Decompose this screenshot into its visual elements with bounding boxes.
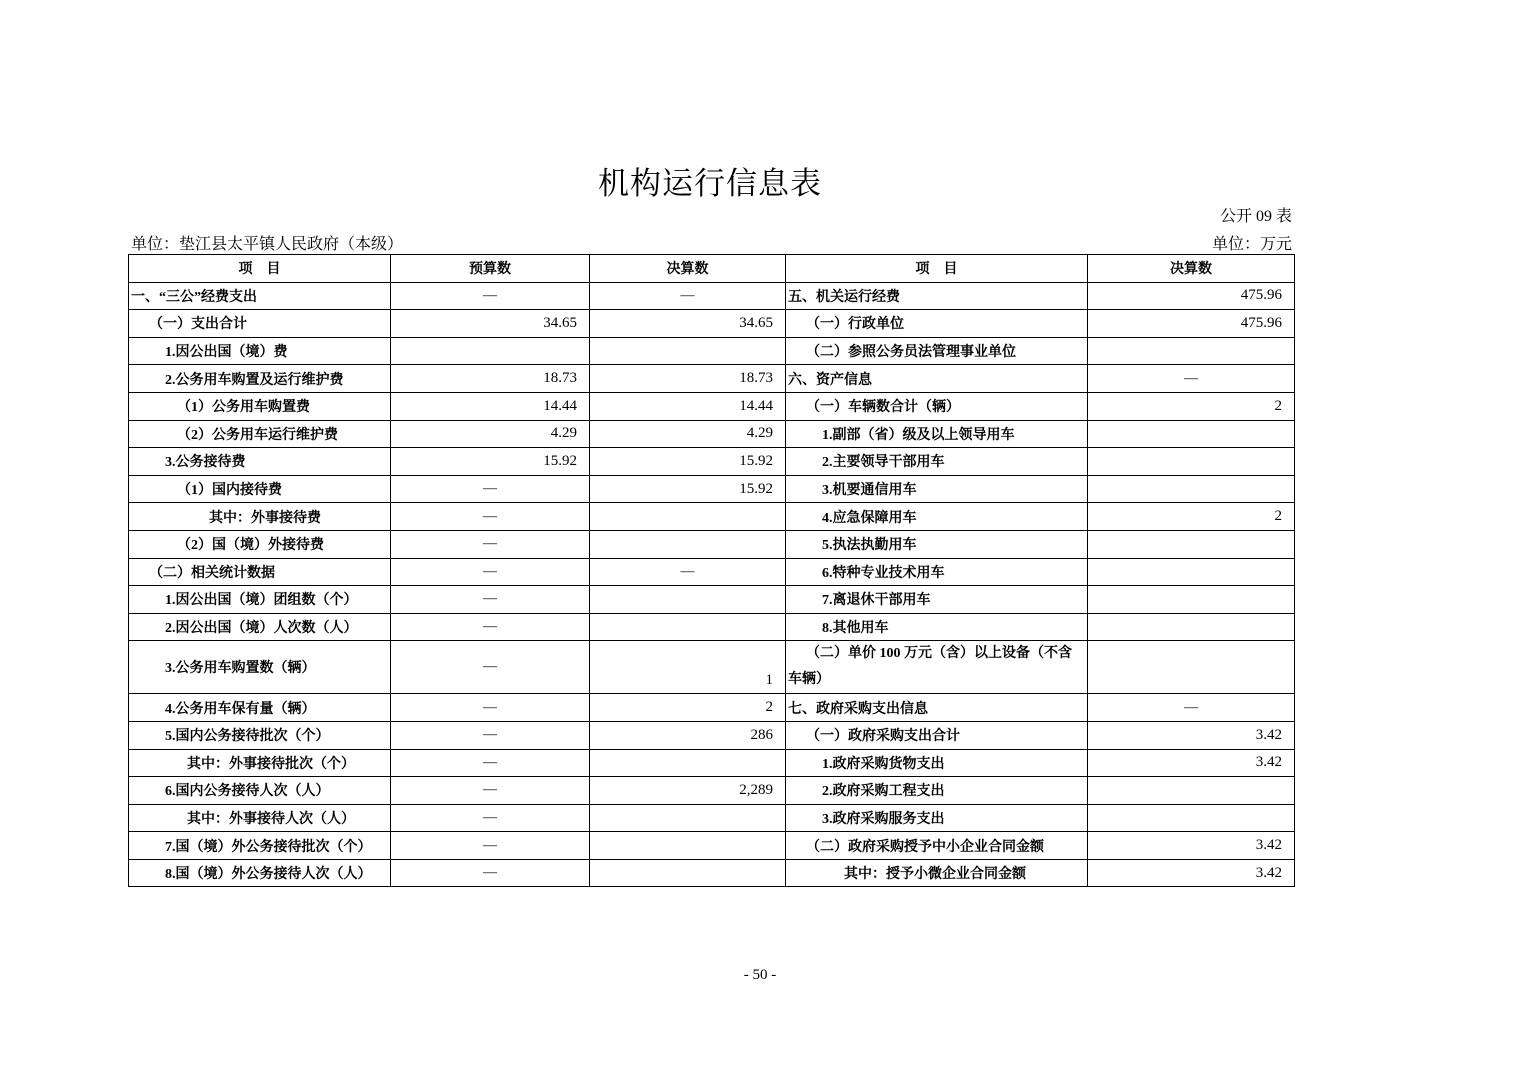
right-value: 3.42 xyxy=(1088,721,1295,749)
budget-cell: — xyxy=(391,558,590,586)
right-label: （二）单价 100 万元（含）以上设备（不含车辆） xyxy=(786,641,1088,694)
table-row xyxy=(129,832,1295,860)
final-cell xyxy=(590,859,786,887)
header-final: 决算数 xyxy=(590,255,786,283)
right-value xyxy=(1088,777,1295,805)
header-budget: 预算数 xyxy=(391,255,590,283)
final-cell xyxy=(590,530,786,558)
final-cell xyxy=(590,337,786,365)
final-cell: 18.73 xyxy=(590,365,786,393)
right-label: 7.离退休干部用车 xyxy=(786,586,1088,614)
right-label: 5.执法执勤用车 xyxy=(786,530,1088,558)
row-label: （一）支出合计 xyxy=(129,310,391,338)
budget-cell xyxy=(391,337,590,365)
table-row xyxy=(129,392,1295,420)
final-cell: 15.92 xyxy=(590,448,786,476)
right-label: （一）政府采购支出合计 xyxy=(786,721,1088,749)
budget-cell: — xyxy=(391,282,590,310)
right-label: （二）政府采购授予中小企业合同金额 xyxy=(786,832,1088,860)
table-row xyxy=(129,558,1295,586)
row-label: （1）公务用车购置费 xyxy=(129,392,391,420)
table-row xyxy=(129,749,1295,777)
right-label: 1.副部（省）级及以上领导用车 xyxy=(786,420,1088,448)
right-value: 3.42 xyxy=(1088,832,1295,860)
right-value xyxy=(1088,558,1295,586)
right-value xyxy=(1088,475,1295,503)
budget-cell: 14.44 xyxy=(391,392,590,420)
right-value xyxy=(1088,448,1295,476)
right-label: （一）车辆数合计（辆） xyxy=(786,392,1088,420)
row-label: 1.因公出国（境）团组数（个） xyxy=(129,586,391,614)
final-cell: 4.29 xyxy=(590,420,786,448)
final-cell: 2,289 xyxy=(590,777,786,805)
row-label: 5.国内公务接待批次（个） xyxy=(129,721,391,749)
header-final-right: 决算数 xyxy=(1088,255,1295,283)
right-value: 2 xyxy=(1088,503,1295,531)
budget-cell: — xyxy=(391,586,590,614)
table-row xyxy=(129,641,1295,694)
right-label: 3.机要通信用车 xyxy=(786,475,1088,503)
budget-cell: — xyxy=(391,530,590,558)
right-label: 4.应急保障用车 xyxy=(786,503,1088,531)
header-item: 项 目 xyxy=(129,255,391,283)
table-row xyxy=(129,365,1295,393)
table-row xyxy=(129,503,1295,531)
row-label: 3.公务接待费 xyxy=(129,448,391,476)
budget-cell: — xyxy=(391,503,590,531)
unit-organization: 单位：垫江县太平镇人民政府（本级） xyxy=(131,236,404,253)
row-label: （1）国内接待费 xyxy=(129,475,391,503)
final-cell xyxy=(590,832,786,860)
right-label: 3.政府采购服务支出 xyxy=(786,804,1088,832)
right-value xyxy=(1088,804,1295,832)
row-label: 2.公务用车购置及运行维护费 xyxy=(129,365,391,393)
budget-cell: 4.29 xyxy=(391,420,590,448)
final-cell: 34.65 xyxy=(590,310,786,338)
unit-currency: 单位：万元 xyxy=(1211,236,1292,253)
right-label: （二）参照公务员法管理事业单位 xyxy=(786,337,1088,365)
budget-cell: — xyxy=(391,613,590,641)
final-cell: 1 xyxy=(590,641,786,694)
right-label: 1.政府采购货物支出 xyxy=(786,749,1088,777)
row-label: （2）公务用车运行维护费 xyxy=(129,420,391,448)
info-table xyxy=(128,254,1295,887)
right-value: 3.42 xyxy=(1088,859,1295,887)
right-value xyxy=(1088,337,1295,365)
header-item-right: 项 目 xyxy=(786,255,1088,283)
final-cell: 15.92 xyxy=(590,475,786,503)
right-label: （一）行政单位 xyxy=(786,310,1088,338)
right-label: 其中：授予小微企业合同金额 xyxy=(786,859,1088,887)
table-row xyxy=(129,530,1295,558)
right-value: 3.42 xyxy=(1088,749,1295,777)
row-label: （2）国（境）外接待费 xyxy=(129,530,391,558)
right-value: 2 xyxy=(1088,392,1295,420)
table-row xyxy=(129,282,1295,310)
table-header-row xyxy=(129,255,1295,283)
row-label: 一、“三公”经费支出 xyxy=(129,282,391,310)
table-row xyxy=(129,420,1295,448)
right-label: 2.政府采购工程支出 xyxy=(786,777,1088,805)
row-label: 1.因公出国（境）费 xyxy=(129,337,391,365)
table-row xyxy=(129,475,1295,503)
right-value xyxy=(1088,613,1295,641)
right-value: — xyxy=(1088,694,1295,722)
final-cell xyxy=(590,586,786,614)
right-value: 475.96 xyxy=(1088,310,1295,338)
table-row xyxy=(129,721,1295,749)
row-label: （二）相关统计数据 xyxy=(129,558,391,586)
row-label: 6.国内公务接待人次（人） xyxy=(129,777,391,805)
row-label: 3.公务用车购置数（辆） xyxy=(129,641,391,694)
table-row xyxy=(129,613,1295,641)
right-value: 475.96 xyxy=(1088,282,1295,310)
table-row xyxy=(129,337,1295,365)
budget-cell: — xyxy=(391,749,590,777)
row-label: 其中：外事接待费 xyxy=(129,503,391,531)
row-label: 其中：外事接待人次（人） xyxy=(129,804,391,832)
right-label: 七、政府采购支出信息 xyxy=(786,694,1088,722)
row-label: 7.国（境）外公务接待批次（个） xyxy=(129,832,391,860)
right-value xyxy=(1088,586,1295,614)
final-cell: 14.44 xyxy=(590,392,786,420)
form-code: 公开 09 表 xyxy=(1219,208,1292,225)
budget-cell: 34.65 xyxy=(391,310,590,338)
budget-cell: — xyxy=(391,721,590,749)
budget-cell: — xyxy=(391,777,590,805)
right-label: 五、机关运行经费 xyxy=(786,282,1088,310)
final-cell: 286 xyxy=(590,721,786,749)
budget-cell: — xyxy=(391,641,590,694)
table-row xyxy=(129,777,1295,805)
final-cell xyxy=(590,749,786,777)
final-cell: — xyxy=(590,282,786,310)
right-label: 六、资产信息 xyxy=(786,365,1088,393)
row-label: 2.因公出国（境）人次数（人） xyxy=(129,613,391,641)
budget-cell: 15.92 xyxy=(391,448,590,476)
table-row xyxy=(129,586,1295,614)
right-value xyxy=(1088,420,1295,448)
row-label: 其中：外事接待批次（个） xyxy=(129,749,391,777)
right-label: 6.特种专业技术用车 xyxy=(786,558,1088,586)
table-row xyxy=(129,448,1295,476)
budget-cell: — xyxy=(391,475,590,503)
right-label: 8.其他用车 xyxy=(786,613,1088,641)
budget-cell: 18.73 xyxy=(391,365,590,393)
final-cell: 2 xyxy=(590,694,786,722)
budget-cell: — xyxy=(391,859,590,887)
final-cell xyxy=(590,804,786,832)
right-value xyxy=(1088,530,1295,558)
table-row xyxy=(129,694,1295,722)
right-value: — xyxy=(1088,365,1295,393)
table-row xyxy=(129,804,1295,832)
final-cell xyxy=(590,503,786,531)
page-title: 机构运行信息表 xyxy=(598,166,822,201)
table-row xyxy=(129,859,1295,887)
row-label: 4.公务用车保有量（辆） xyxy=(129,694,391,722)
right-value xyxy=(1088,641,1295,694)
budget-cell: — xyxy=(391,804,590,832)
row-label: 8.国（境）外公务接待人次（人） xyxy=(129,859,391,887)
final-cell xyxy=(590,613,786,641)
table-row xyxy=(129,310,1295,338)
right-label: 2.主要领导干部用车 xyxy=(786,448,1088,476)
budget-cell: — xyxy=(391,694,590,722)
final-cell: — xyxy=(590,558,786,586)
page-number: - 50 - xyxy=(743,967,777,983)
budget-cell: — xyxy=(391,832,590,860)
